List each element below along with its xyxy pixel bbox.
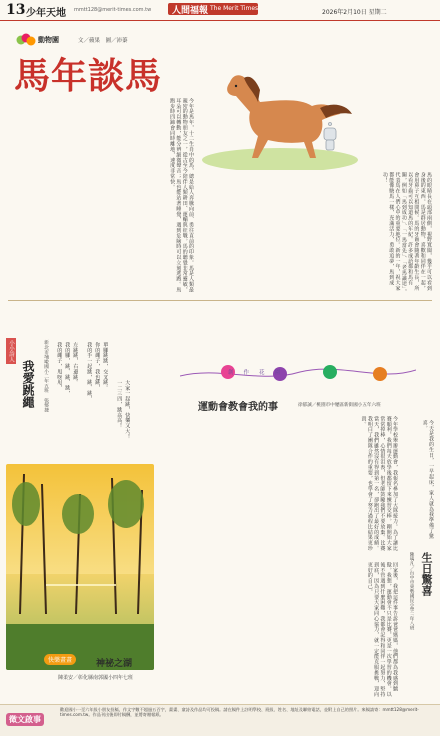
poem-line: 一二三四，跳高高！ (116, 380, 123, 429)
column-tag: 動物園 (38, 36, 59, 44)
poem-line: 單腳跳跳，交叉跳。 (102, 342, 109, 391)
painting-title: 神祕之湖 (96, 659, 133, 669)
poem-line: 大家一起跳，快樂又大！ (124, 380, 131, 440)
logo-chinese: 人間福報 (172, 6, 209, 16)
logo-english: The Merit Times (210, 5, 259, 12)
birthday-body: 今天是我的生日，一早起床，家人就為我準備了驚喜。 (421, 420, 434, 539)
poem-line: 左跳跳，右邊跳。 (72, 342, 79, 386)
birthday-title: 生日驚喜 (420, 552, 433, 596)
story-byline: 徐郁誠／桃園市中壢區新街國小五年六班 (298, 403, 381, 408)
story-body-lower: 回家後，我把這件事告訴爸爸媽媽，他們都為我感到驕傲。我想，運動會不只是比賽，更是一次學習的機會。以後不管遇到什麼困難，我都會記得和同伴一起努力，堅持到底，因為只要大家同心協力，就一定能克服挑戰，迎向更好的自己。 (366, 562, 398, 697)
poem-line: 我的手一起跳，跳、跳， (86, 342, 93, 402)
lake-painting (6, 464, 154, 670)
section-email[interactable]: mmtt128@merit-times.com.tw (74, 7, 152, 13)
footer-text: 歡迎國小一至六年級小朋友投稿，作文字數不超過五百字，畫畫、童詩及作品均可投稿。請在稿件上註明學校、班級、姓名、地址及聯絡電話，並附上自己的照片。來稿請寄：mmtt128@merit-times.com.tw。作品刊出後即付稿酬，並將寄贈報紙。 (60, 707, 419, 718)
poem-title: 我愛跳繩 (21, 360, 35, 408)
poem-line: 我的腳，跳、跳、跳， (64, 342, 71, 396)
divider (8, 300, 432, 301)
painting-badge: 快樂畫畫 (44, 654, 76, 665)
story-section: 創作花園 (228, 370, 291, 376)
horse-illustration (200, 62, 360, 170)
column-badge-icon (16, 32, 36, 46)
poem-line: 我的繩子，甩呀甩， (56, 342, 63, 391)
painting-artist: 陳柔安／彰化縣南郭國小四年七班 (58, 675, 134, 681)
story-title: 運動會教會我的事 (198, 402, 278, 413)
feature-body-right: 馬的眼睛長在頭部兩側，視野寬闊，幾乎可以看到身後的東西。馬是群居動物，喜歡和同伴在一起，會用鼻子互相問候。馬的牙齒會隨著年齡生長，所以看牙齒可以知道馬的年紀。許多成語都和馬有關，例如「馬到成功」、「一馬當先」、「老馬識途」，代表馬在人們心中的重要地位。新的一年，祝大家都能像駿馬一樣，充滿活力，勇敢追夢，馬到成功！ (381, 172, 432, 295)
birthday-byline: 陳瑀凡／台中市東勢國民小學三年八班 (409, 552, 414, 631)
page-number: 13 (6, 2, 26, 18)
poem-line: 你的繩子，我也跳， (94, 342, 101, 391)
issue-date: 2026年2月10日 星期二 (322, 9, 387, 16)
story-body: 今年學校舉辦運動會，我報名參加了大隊接力。為了讓比賽順利，我們每天放學後都留下來練習交棒。剛開始大家常常掉棒，心情很沮喪，但老師鼓勵我們不要放棄。比賽當天，我們雖然沒有得到第一名，卻跑出了最好的成績。我明白了團隊合作的重要，也學會了努力過程比結果更珍貴。 (360, 416, 398, 551)
feature-byline: 文／蘋果 圖／沛蓁 (78, 38, 128, 44)
poem-series-tag: 小小詩人 (8, 340, 14, 362)
poem-author: 新北市埔墘國小二年五班 張郁捷 (43, 340, 48, 412)
flower-garden-banner (180, 358, 416, 388)
footer-tag: 徵文啟事 (6, 713, 44, 726)
feature-title: 馬年談馬 (14, 55, 163, 97)
section-title: 少年天地 (26, 8, 66, 19)
feature-body-left: 今年是馬年，十二生肖中的馬，總是給人奔騰向前、勇往直前的印象。馬是人類最親密的動物朋友之一，從古至今陪伴人類耕田、運輸與征戰。馬的聽覺非常靈敏，耳朵可以轉動，能分辨細微聲音；馬也能站著睡覺，遇到危險時可以立刻逃跑。馬跑步時四蹄會同時離地，速度非常快。 (169, 98, 194, 293)
